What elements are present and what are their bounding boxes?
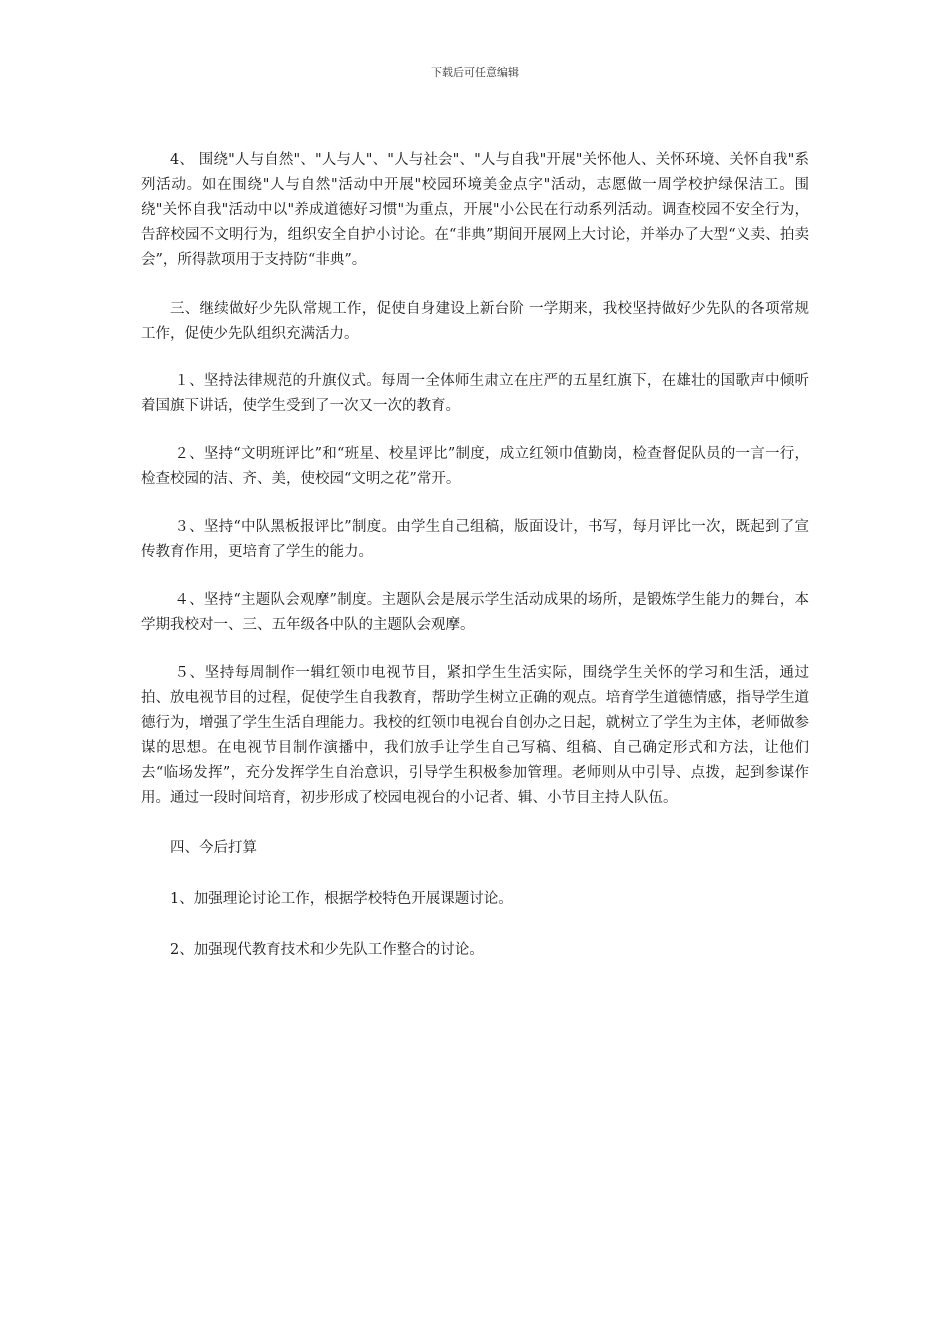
paragraph-item-4-activities: 4、 围绕"人与自然"、"人与人"、"人与社会"、"人与自我"开展"关怀他人、关怀环境、关怀自我"系列活动。如在围绕"人与自然"活动中开展"校园环境美金点字"活动，志愿做一周学校护绿保洁工。围绕"关怀自我"活动中以"养成道德好习惯"为重点，开展"小公民在行动系列活动。调查校园不安全行为，告辞校园不文明行为，组织安全自护小讨论。在“非典”期间开展网上大讨论，并举办了大型“义卖、拍卖会”，所得款项用于支持防“非典”。 [141, 152, 809, 268]
paragraph-flag-ceremony: １、坚持法律规范的升旗仪式。每周一全体师生肃立在庄严的五星红旗下，在雄壮的国歌声中倾听着国旗下讲话，使学生受到了一次又一次的教育。 [141, 373, 809, 414]
paragraph-plan-item-2: 2、加强现代教育技术和少先队工作整合的讨论。 [170, 942, 484, 958]
document-body [141, 148, 809, 963]
paragraph-blackboard: ３、坚持“中队黑板报评比”制度。由学生自己组稿，版面设计，书写，每月评比一次，既起到了宣传教育作用，更培育了学生的能力。 [141, 519, 809, 560]
page-header: 下载后可任意编辑 [431, 66, 519, 79]
paragraph-section-four-heading: 四、今后打算 [170, 840, 257, 856]
paragraph-section-three-heading: 三、继续做好少先队常规工作，促使自身建设上新台阶 一学期来，我校坚持做好少先队的各项常规工作，促使少先队组织充满活力。 [141, 301, 809, 342]
paragraph-civilized-class: ２、坚持“文明班评比”和“班星、校星评比”制度，成立红领巾值勤岗，检查督促队员的一言一行，检查校园的洁、齐、美，使校园“文明之花”常开。 [141, 446, 809, 487]
paragraph-theme-meeting: ４、坚持“主题队会观摩”制度。主题队会是展示学生活动成果的场所，是锻炼学生能力的舞台，本学期我校对一、三、五年级各中队的主题队会观摩。 [141, 592, 809, 633]
paragraph-tv-program: ５、坚持每周制作一辑红领巾电视节目，紧扣学生生活实际，围绕学生关怀的学习和生活，通过拍、放电视节目的过程，促使学生自我教育，帮助学生树立正确的观点。培育学生道德情感，指导学生道德行为，增强了学生生活自理能力。我校的红领巾电视台自创办之日起，就树立了学生为主体，老师做参谋的思想。在电视节目制作演播中，我们放手让学生自己写稿、组稿、自己确定形式和方法，让他们去“临场发挥”，充分发挥学生自治意识，引导学生积极参加管理。老师则从中引导、点拨，起到参谋作用。通过一段时间培育，初步形成了校园电视台的小记者、辑、小节目主持人队伍。 [141, 665, 809, 806]
paragraph-plan-item-1: 1、加强理论讨论工作，根据学校特色开展课题讨论。 [170, 891, 513, 907]
